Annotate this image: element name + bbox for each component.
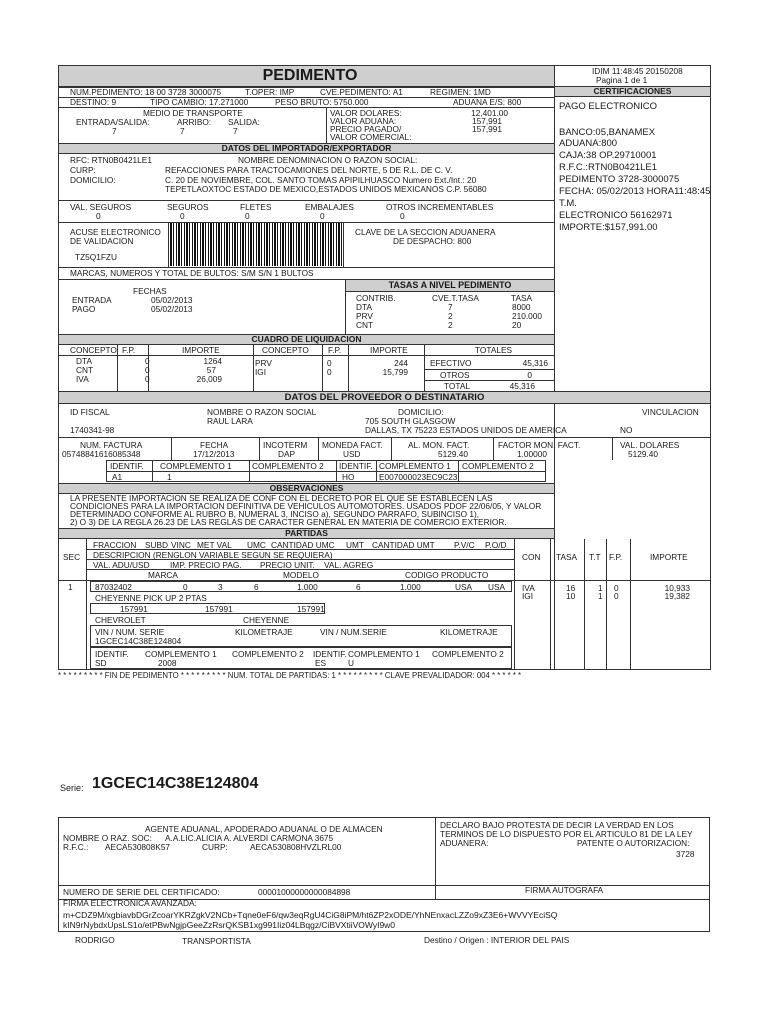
liq-row-concepto: CNT — [76, 365, 94, 375]
h-fraccion: FRACCION — [93, 540, 137, 550]
observacion-line: 2) O 3) DE LA REGLA 26.23 DE LAS REGLAS DE CARACTER GENERAL EN MATERIA DE COMERCIO EXTERIOR. — [70, 517, 507, 527]
factura-num: 05748841616085348 — [62, 449, 141, 459]
liq-concepto2-header: CONCEPTO — [262, 345, 309, 355]
fin-pedimento: * * * * * * * * * FIN DE PEDIMENTO * * * * * * * * * NUM. TOTAL DE PARTIDAS: 1 * * * * * * * * * CLAVE PREVALIDADOR: 004 * * * * * * — [58, 671, 522, 680]
km-label: KILOMETRAJE — [235, 627, 293, 637]
domicilio-line-1: C. 20 DE NOVIEMBRE, COL. SANTO TOMAS APIPILHUASCO Numero Ext./Int.: 20 — [165, 175, 477, 185]
regimen: REGIMEN: 1MD — [430, 87, 491, 97]
cert-line: T.M. — [559, 198, 577, 209]
clave-seccion-1: CLAVE DE LA SECCION ADUANERA — [355, 227, 496, 237]
vin-label: VIN / NUM. SERIE — [95, 627, 165, 637]
proveedor-domicilio-2: DALLAS, TX 75223 ESTADOS UNIDOS DE AMERICA — [365, 425, 567, 435]
destino: DESTINO: 9 — [70, 97, 117, 107]
liq-row-fp2: 0 — [327, 367, 332, 377]
liq-row-importe: 57 — [206, 365, 216, 375]
liq-fp-header: F.P. — [122, 345, 136, 355]
agente-nombre-label: NOMBRE O RAZ. SOC: — [63, 833, 152, 843]
partida-comp4-label: COMPLEMENTO 2 — [432, 649, 504, 659]
page-title: PEDIMENTO — [262, 67, 358, 84]
liq-row-fp: 0 — [145, 374, 150, 384]
firma-electronica-1: m+CDZ9M/xgbiavbDGrZcoarYKRZgkV2NCb+Tqne0eF6/qw3eqRgU4CiG8iPM/ht6ZP2xODE/YhNEnxacLZZo9xZ3E6+WVVYEciSQ — [63, 910, 558, 920]
liq-total-value: 45,316 — [509, 381, 535, 391]
agente-rfc: AECA530808K57 — [105, 842, 171, 852]
partida-comp3-label: COMPLEMENTO 1 — [348, 649, 420, 659]
proveedor-domicilio-label: DOMICILIO: — [398, 407, 444, 417]
tasas-header: TASAS A NIVEL PEDIMENTO — [345, 279, 555, 292]
partida-fraccion: 87032402 — [95, 582, 132, 592]
h-modelo: MODELO — [283, 570, 319, 580]
contrib-fp: 0 — [614, 591, 619, 601]
liq-row-concepto: IVA — [76, 374, 89, 384]
certificaciones-header: CERTIFICACIONES — [554, 86, 711, 97]
contrib-con: IVA — [522, 583, 535, 593]
partida-cant-umc: 1.000 — [297, 582, 318, 592]
partida-identif-value: SD — [95, 658, 107, 668]
identif-value: A1 — [112, 472, 123, 482]
partida-comp1-value: 2008 — [158, 658, 177, 668]
entrada-salida-value: 7 — [112, 126, 117, 136]
partida-modelo: CHEYENNE — [243, 615, 290, 625]
contrib-importe: 19,382 — [664, 591, 690, 601]
liq-total-label: EFECTIVO — [430, 358, 472, 368]
sec-label: SEC — [63, 552, 81, 562]
h-umc: UMC — [247, 540, 266, 550]
domicilio-label: DOMICILIO: — [70, 175, 116, 185]
barcode — [168, 223, 343, 266]
h-precio-unit: PRECIO UNIT. — [260, 560, 315, 570]
cert-line: R.F.C.:RTN0B0421LE1 — [559, 162, 658, 173]
aduana-es: ADUANA E/S: 800 — [453, 97, 522, 107]
partida-descripcion: CHEYENNE PICK UP 2 PTAS — [95, 593, 207, 603]
factura-fecha: 17/12/2013 — [193, 449, 235, 459]
liq-total-value: 0 — [527, 370, 532, 380]
precio-pagado: 157,991 — [472, 124, 502, 134]
nombre-label: NOMBRE DENOMINACION O RAZON SOCIAL: — [238, 155, 418, 165]
firma-electronica-2: kIN9rNybdxUpsLS1o/etPBwNgjpGeeZzRsrQKSB1xg991Iiz04LBqgz/CiBVXtiiVOWyI9w0 — [63, 920, 396, 930]
otros-incrementables-label: OTROS INCREMENTABLES — [386, 202, 494, 212]
complemento-2-label: COMPLEMENTO 2 — [252, 461, 324, 471]
firma-box — [58, 899, 710, 932]
identif2-value: HO — [342, 472, 355, 482]
tasa-row-cve: 2 — [448, 320, 453, 330]
complemento-1-label: COMPLEMENTO 1 — [160, 461, 232, 471]
tasa-row-tasa: 210.000 — [512, 311, 542, 321]
serie-label: Serie: — [60, 783, 84, 793]
factura-moneda-header: MONEDA FACT. — [322, 440, 383, 450]
factura-valdol-header: VAL. DOLARES — [620, 440, 680, 450]
liq-concepto-header: CONCEPTO — [70, 345, 117, 355]
valor-dolares: 12,401.00 — [471, 108, 508, 118]
seguros-label: SEGUROS — [167, 202, 209, 212]
liq-row-fp2: 0 — [327, 358, 332, 368]
vin-label-2: VIN / NUM.SERIE — [320, 627, 387, 637]
contrib-tasa: 10 — [566, 591, 576, 601]
cve-pedimento: CVE.PEDIMENTO: A1 — [320, 87, 403, 97]
liq-row-concepto: DTA — [76, 356, 92, 366]
sec-value: 1 — [68, 582, 73, 592]
cert-line: FECHA: 05/02/2013 HORA11:48:45 — [559, 186, 711, 197]
page-number: Pagina 1 de 1 — [596, 75, 648, 85]
fechas-title: FECHAS — [133, 286, 167, 296]
h-subd: SUBD — [145, 540, 169, 550]
liq-row-fp: 0 — [145, 356, 150, 366]
complemento-4-label: COMPLEMENTO 2 — [462, 461, 534, 471]
cert-line: IMPORTE:$157,991.00 — [559, 222, 658, 233]
h-vinc: VINC — [171, 540, 191, 550]
contrib-importe: 10,933 — [664, 583, 690, 593]
clave-seccion-2: DE DESPACHO: 800 — [393, 236, 472, 246]
serie-value: 1GCEC14C38E124804 — [92, 775, 259, 792]
partida-vinc: 3 — [218, 582, 223, 592]
identif-label: IDENTIF. — [110, 461, 144, 471]
valor-aduana: 157,991 — [472, 116, 502, 126]
fecha-entrada: 05/02/2013 — [151, 295, 193, 305]
partida-identif2-label: IDENTIF. — [313, 649, 347, 659]
observacion-line: CONDICIONES PARA LA IMPORTACION DEFINITIVA DE VEHICULOS AUTOMOTORES. USADOS PDOF 22/06/05, Y VALOR — [70, 501, 542, 511]
partida-comp1-label: COMPLEMENTO 1 — [145, 649, 217, 659]
cert-line: ELECTRONICO 56162971 — [559, 210, 673, 221]
tasas-contrib-header: CONTRIB. — [356, 293, 396, 303]
partida-tasa-header: TASA — [556, 552, 578, 562]
contrib-tasa: 16 — [566, 583, 576, 593]
agente-nombre: A.A.LIC.ALICIA A. ALVERDI CARMONA 3675 — [165, 833, 334, 843]
transportista: TRANSPORTISTA — [182, 936, 251, 946]
embalajes-label: EMBALAJES — [305, 202, 354, 212]
h-descripcion: DESCRIPCION (RENGLON VARIABLE SEGUN SE REQUIERA) — [93, 550, 333, 560]
agente-curp-label: CURP: — [202, 842, 228, 852]
factura-incoterm-header: INCOTERM — [263, 440, 308, 450]
proveedor-domicilio-1: 705 SOUTH GLASGOW — [365, 416, 456, 426]
partida-imp-precio: 157991 — [205, 604, 233, 614]
fecha-pago-label: PAGO — [72, 304, 96, 314]
liq-row-importe2: 15,799 — [382, 367, 408, 377]
id-fiscal: 1740341-98 — [70, 425, 115, 435]
factura-valdol: 5129.40 — [628, 449, 658, 459]
tipo-cambio: TIPO CAMBIO: 17.271000 — [150, 97, 249, 107]
curp-label: CURP: — [70, 165, 96, 175]
medio-transporte-title: MEDIO DE TRANSPORTE — [143, 108, 243, 118]
partida-val-adu: 157991 — [120, 604, 148, 614]
observacion-line: LA PRESENTE IMPORTACION SE REALIZA DE CONF CON EL DECRETO POR EL QUE SE ESTABLECEN LAS — [70, 493, 493, 503]
acuse-label-2: DE VALIDACION — [70, 236, 134, 246]
partida-tt-header: T.T — [589, 552, 601, 562]
liq-fp2-header: F.P. — [328, 345, 342, 355]
liq-row-importe2: 244 — [394, 358, 408, 368]
patente-value: 3728 — [676, 849, 695, 859]
h-val-adu: VAL. ADU/USD — [93, 560, 150, 570]
tasa-row-cve: 7 — [448, 302, 453, 312]
acuse-label-1: ACUSE ELECTRONICO — [70, 227, 161, 237]
h-marca: MARCA — [148, 570, 178, 580]
proveedor-nombre: RAUL LARA — [207, 416, 253, 426]
partida-marca: CHEVROLET — [95, 615, 146, 625]
liq-totales-header: TOTALES — [475, 345, 513, 355]
entrada-salida-label: ENTRADA/SALIDA: — [76, 117, 150, 127]
arribo-label: ARRIBO: — [177, 117, 212, 127]
salida-value: 7 — [233, 126, 238, 136]
declaro-line-1: DECLARO BAJO PROTESTA DE DECIR LA VERDAD EN LOS — [440, 820, 674, 830]
liquidacion-header: CUADRO DE LIQUIDACION — [58, 334, 555, 345]
tasa-row-cve: 2 — [448, 311, 453, 321]
h-metval: MET VAL — [197, 540, 232, 550]
rodrigo: RODRIGO — [75, 935, 115, 945]
factura-incoterm: DAP — [278, 449, 296, 459]
arribo-value: 7 — [180, 126, 185, 136]
liq-row-importe: 26,009 — [196, 374, 222, 384]
valor-comercial-label: VALOR COMERCIAL: — [330, 132, 412, 142]
h-cant-umc: CANTIDAD UMC — [271, 540, 335, 550]
tasas-tasa-header: TASA — [511, 293, 533, 303]
marcas-line: MARCAS, NUMEROS Y TOTAL DE BULTOS: S/M S/N 1 BULTOS — [70, 268, 314, 278]
vin-value: 1GCEC14C38E124804 — [95, 636, 182, 646]
seguros-value: 0 — [180, 211, 185, 221]
serie-certificado-label: NUMERO DE SERIE DEL CERTIFICADO: — [63, 887, 220, 897]
partida-comp2-label: COMPLEMENTO 2 — [232, 649, 304, 659]
factura-moneda: USD — [343, 449, 361, 459]
cert-line: ADUANA:800 — [559, 138, 618, 149]
factura-factor-header: FACTOR MON. FACT. — [498, 440, 581, 450]
patente-label: PATENTE O AUTORIZACION: — [577, 838, 690, 848]
tasa-row-tasa: 8000 — [512, 302, 531, 312]
importador-header: DATOS DEL IMPORTADOR/EXPORTADOR — [58, 143, 555, 154]
factura-almon: 5129.40 — [438, 449, 468, 459]
firma-autografa: FIRMA AUTOGRAFA — [525, 885, 604, 895]
agente-rfc-label: R.F.C.: — [63, 842, 89, 852]
tasa-row-contrib: PRV — [356, 311, 373, 321]
tasa-row-contrib: DTA — [356, 302, 372, 312]
cert-line: CAJA:38 OP.29710001 — [559, 150, 657, 161]
partidas-header: PARTIDAS — [58, 528, 555, 539]
partida-pod: USA — [488, 582, 506, 592]
precio-pagado-label: PRECIO PAGADO/ — [330, 124, 402, 134]
h-cant-umt: CANTIDAD UMT — [372, 540, 435, 550]
fletes-value: 0 — [245, 211, 250, 221]
vinculacion-label: VINCULACION — [642, 407, 699, 417]
cert-line: BANCO:05,BANAMEX — [559, 127, 656, 138]
h-val-agreg: VAL. AGREG — [324, 560, 374, 570]
tasa-row-tasa: 20 — [512, 320, 522, 330]
contrib-tt: 1 — [598, 591, 603, 601]
declaro-line-2: TERMINOS DE LO DISPUESTO POR EL ARTICULO 81 DE LA LEY — [440, 829, 693, 839]
valor-aduana-label: VALOR ADUANA: — [330, 116, 397, 126]
fecha-pago: 05/02/2013 — [151, 304, 193, 314]
embalajes-value: 0 — [320, 211, 325, 221]
peso-bruto: PESO BRUTO: 5750.000 — [275, 97, 369, 107]
partida-comp3-value: U — [348, 658, 354, 668]
observaciones-header: OBSERVACIONES — [58, 483, 555, 494]
idim-line: IDIM 11:48:45 20150208 — [592, 66, 683, 76]
domicilio-line-2: TEPETLAOXTOC ESTADO DE MEXICO,ESTADOS UNIDOS MEXICANOS C.P. 56080 — [165, 184, 487, 194]
liq-total-label: TOTAL — [444, 381, 470, 391]
partida-pvc: USA — [455, 582, 473, 592]
cert-line: PAGO ELECTRONICO — [559, 101, 658, 112]
h-codigo: CODIGO PRODUCTO — [405, 570, 489, 580]
fletes-label: FLETES — [240, 202, 272, 212]
complemento-1-value: 1 — [167, 472, 172, 482]
rfc-importador: RFC: RTN0B0421LE1 — [70, 155, 152, 165]
liq-row-fp: 0 — [145, 365, 150, 375]
salida-label: SALIDA: — [228, 117, 260, 127]
num-pedimento: NUM.PEDIMENTO: 18 00 3728 3000075 — [70, 87, 222, 97]
agente-title: AGENTE ADUANAL, APODERADO ADUANAL O DE ALMACEN — [145, 824, 383, 834]
liq-importe-header: IMPORTE — [182, 345, 220, 355]
contrib-fp: 0 — [614, 583, 619, 593]
partida-umt: 6 — [356, 582, 361, 592]
agente-curp: AECA530808HVZLRL00 — [250, 842, 342, 852]
fecha-entrada-label: ENTRADA — [72, 295, 112, 305]
h-pod: P.O/D — [485, 540, 507, 550]
id-fiscal-label: ID FISCAL — [70, 407, 110, 417]
contrib-con: IGI — [522, 591, 534, 601]
valor-dolares-label: VALOR DOLARES: — [330, 108, 402, 118]
partida-metval: 6 — [254, 582, 259, 592]
contrib-tt: 1 — [598, 583, 603, 593]
km-label-2: KILOMETRAJE — [440, 627, 498, 637]
partida-cant-umt: 1.000 — [400, 582, 421, 592]
tasas-cve-header: CVE.T.TASA — [432, 293, 479, 303]
proveedor-nombre-label: NOMBRE O RAZON SOCIAL — [207, 407, 317, 417]
liq-total-label: OTROS — [440, 370, 470, 380]
declaro-line-3: ADUANERA: — [440, 838, 489, 848]
partida-identif2-value: ES — [315, 658, 327, 668]
partida-con-header: CON — [522, 552, 541, 562]
tasa-row-contrib: CNT — [356, 320, 374, 330]
partida-fp-header: F.P. — [609, 552, 623, 562]
observacion-line: DETERMINADO CONFORME AL RUBRO B, NUMERAL 3, INCISO a), SEGUNDO PARRAFO, SUBINCISO 1), — [70, 509, 480, 519]
partida-subd: 0 — [183, 582, 188, 592]
nombre-importador: REFACCIONES PARA TRACTOCAMIONES DEL NORTE, 5 DE R.L. DE C. V. — [165, 165, 453, 175]
partida-precio-unit: 157991 — [297, 604, 325, 614]
liq-row-importe: 1264 — [203, 356, 222, 366]
identif2-label: IDENTIF. — [339, 461, 373, 471]
complemento-3-value: E007000023EC9C23 — [379, 472, 458, 482]
partida-importe-header: IMPORTE — [650, 552, 688, 562]
factura-almon-header: AL. MON. FACT. — [408, 440, 470, 450]
val-seguros-label: VAL. SEGUROS — [70, 202, 132, 212]
proveedor-header: DATOS DEL PROVEEDOR O DESTINATARIO — [58, 391, 711, 404]
serie-certificado: 00001000000000084898 — [258, 887, 351, 897]
val-seguros-value: 0 — [96, 211, 101, 221]
firma-electronica-label: FIRMA ELECTRONICA AVANZADA: — [63, 898, 197, 908]
h-umt: UMT — [346, 540, 364, 550]
cert-line: PEDIMENTO 3728-3000075 — [559, 174, 680, 185]
liq-total-value: 45,316 — [522, 358, 548, 368]
acuse-code: TZ5Q1FZU — [75, 252, 117, 262]
factura-factor: 1.00000 — [517, 449, 547, 459]
factura-num-header: NUM. FACTURA — [80, 440, 143, 450]
liq-row-concepto2: PRV — [255, 358, 272, 368]
liq-row-concepto2: IGI — [255, 367, 267, 377]
factura-fecha-header: FECHA — [200, 440, 229, 450]
complemento-3-label: COMPLEMENTO 1 — [379, 461, 451, 471]
h-pvc: P.V/C — [454, 540, 475, 550]
destino-origen: Destino / Origen : INTERIOR DEL PAIS — [424, 935, 570, 945]
liq-importe2-header: IMPORTE — [370, 345, 408, 355]
h-imp-precio: IMP. PRECIO PAG. — [170, 560, 242, 570]
toper: T.OPER: IMP — [245, 87, 295, 97]
vinculacion: NO — [620, 425, 633, 435]
partida-identif-label: IDENTIF. — [95, 649, 129, 659]
otros-incrementables-value: 0 — [400, 211, 405, 221]
